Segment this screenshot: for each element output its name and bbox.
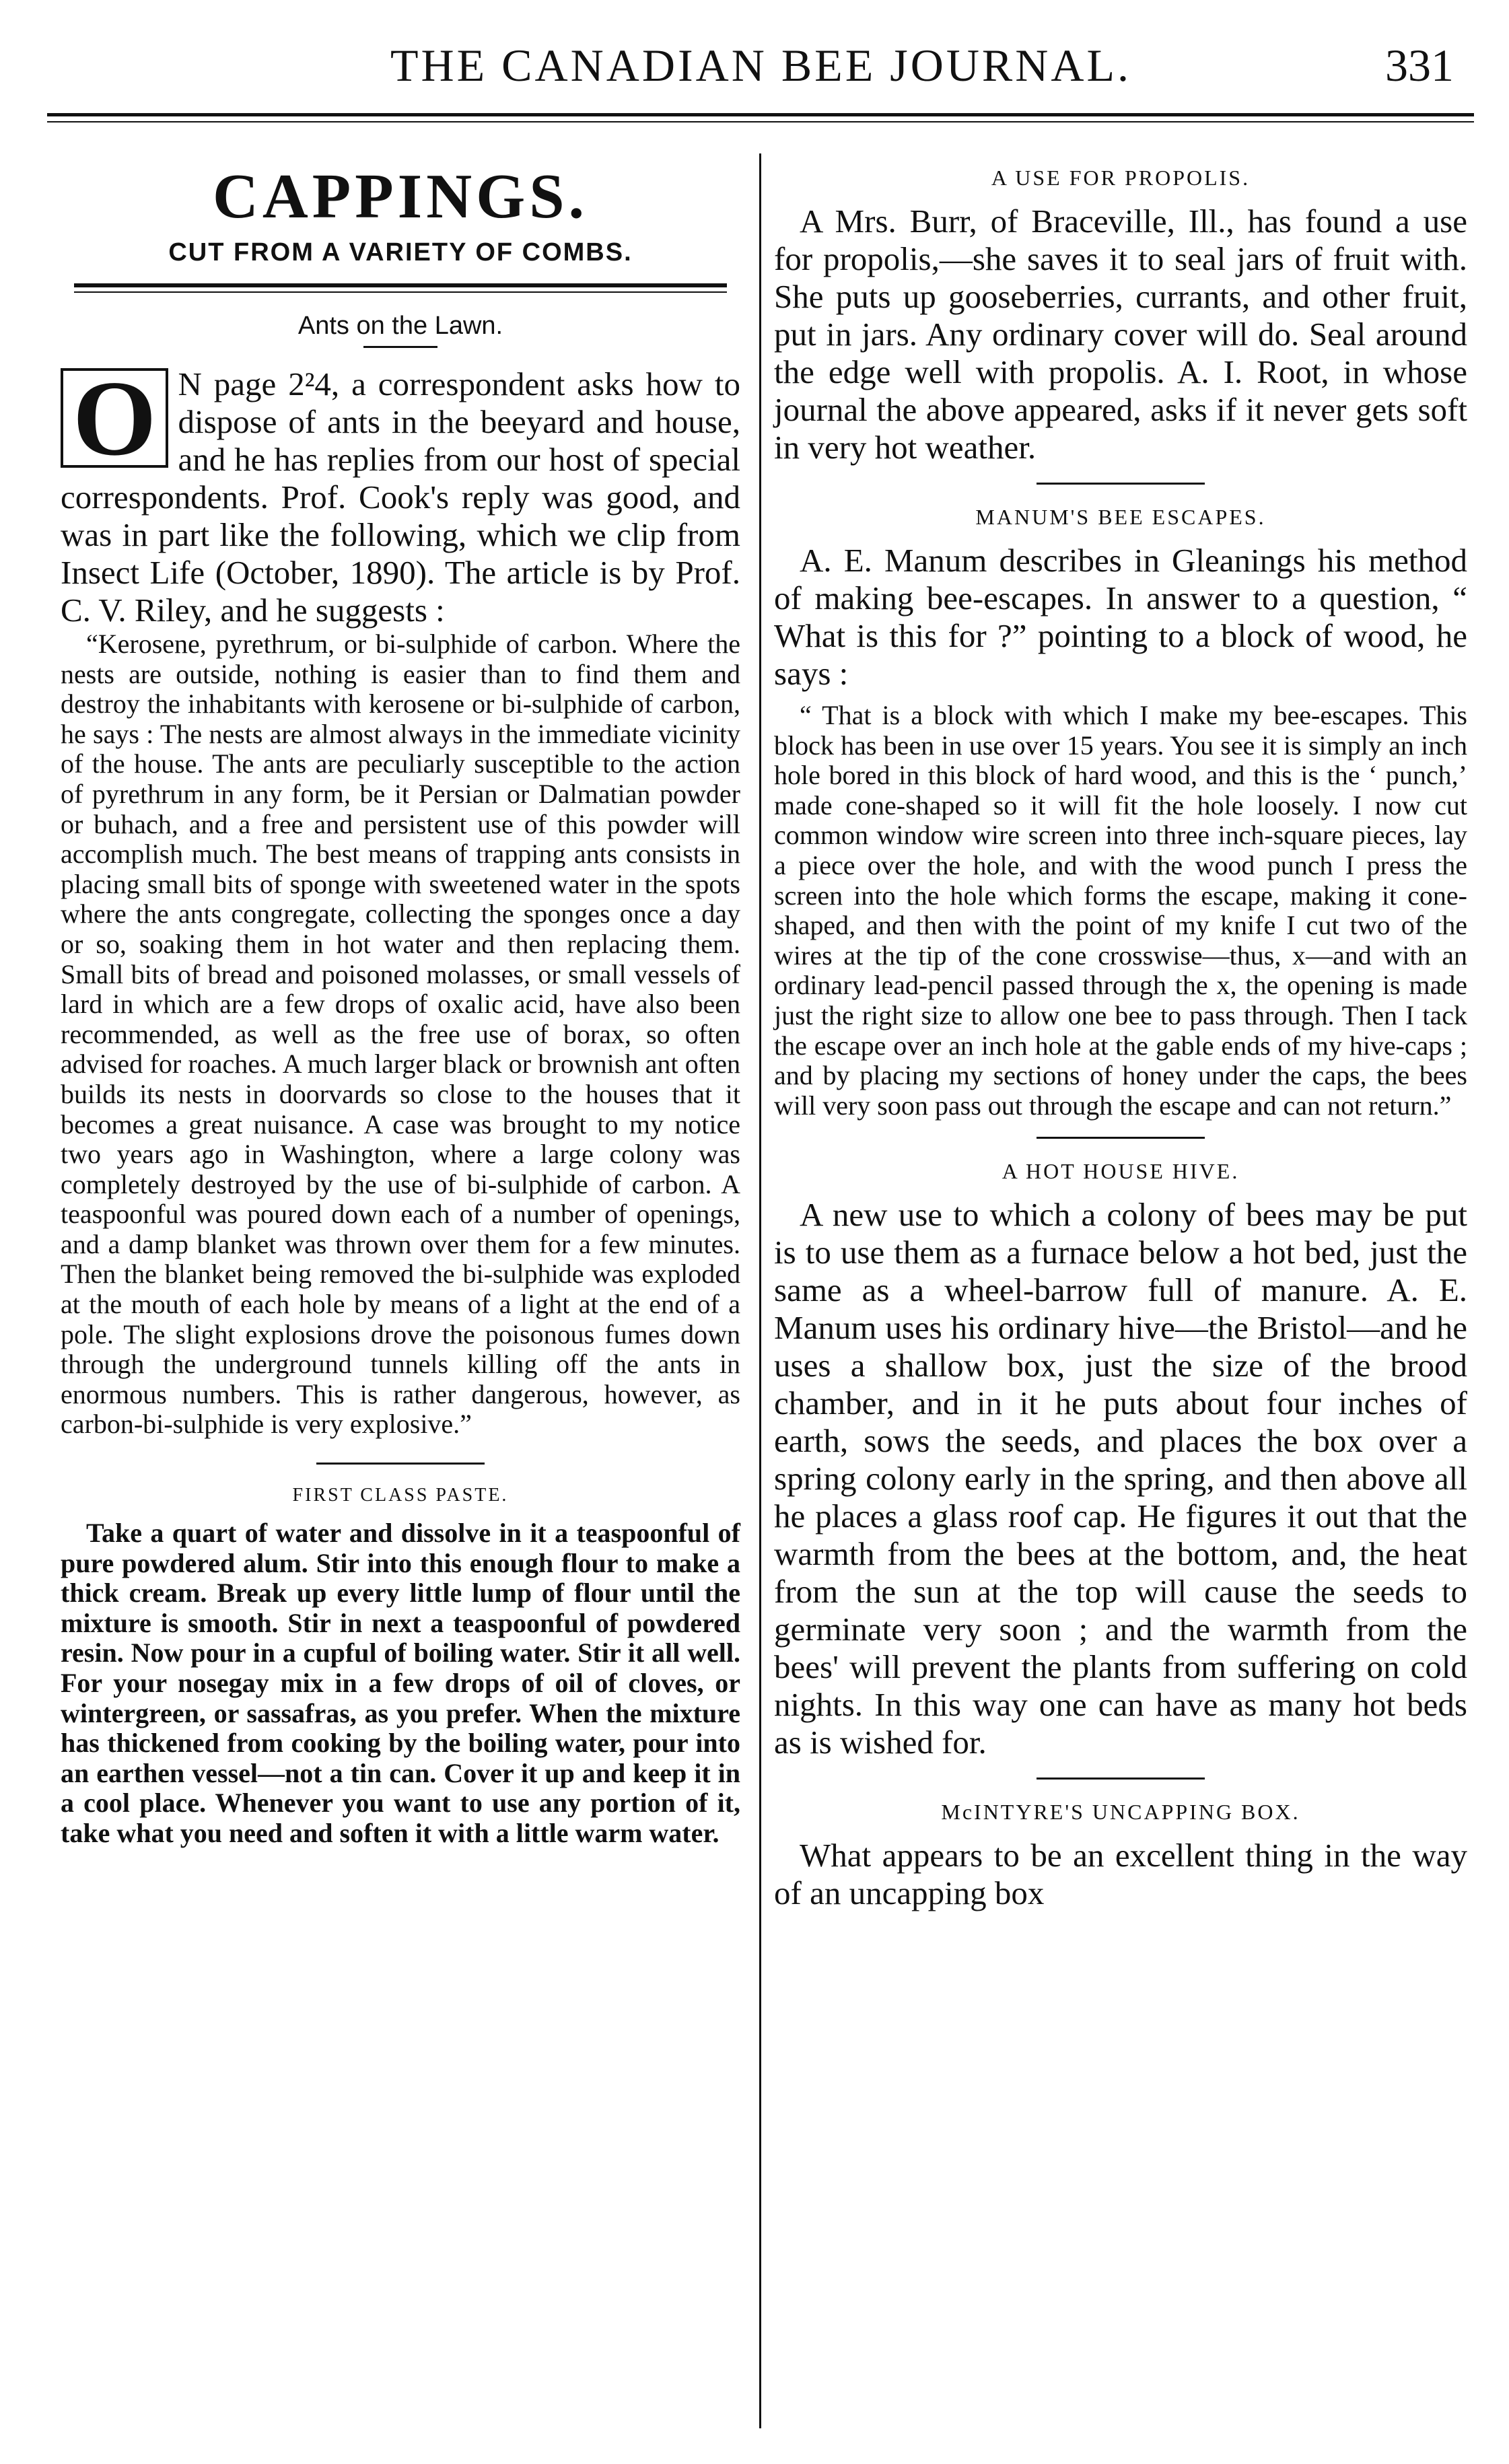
section-heading-uncapping: McINTYRE'S UNCAPPING BOX. [941,1800,1300,1825]
section-heading-ants: Ants on the Lawn. [297,312,503,340]
header-rule-top [47,113,1474,116]
section-rule [316,1463,485,1465]
escapes-quote: “ That is a block with which I make my bee-escapes. This block has been in use over 15 years. You see it is simply an inch hole bored in this block of hard wood, and this is the ‘ punch,’ made cone-shaped so it will fit the hole loosely. I now cut common window wire screen into three inch-square pieces, lay a piece over the hole, and with the wood punch I press the screen into the hole which forms the escape, making it cone-shaped, and then with the point of my knife I cut two of the wires at the tip of the cone crosswise—thus, x—and with an ordinary lead-pencil passed through the x, the opening is made just the right size to allow one bee to pass through. Then I tack the escape over an inch hole at the gable ends of my hive-caps ; and by placing my sections of honey under the caps, the bees will very soon pass out through the escape and can not return.” [774,700,1467,1121]
article-hothouse [774,1159,1467,1761]
section-rule [1037,1137,1205,1139]
drop-cap: O [61,368,168,468]
article-uncapping [774,1800,1467,1912]
article-ants [61,312,740,1440]
section-heading-escapes: MANUM'S BEE ESCAPES. [975,505,1266,529]
section-heading-propolis: A USE FOR PROPOLIS. [991,166,1251,190]
hothouse-text: A new use to which a colony of bees may be put is to use them as a furnace below a hot bed, just the same as a wheel-barrow full of manure. A. E. Manum uses his ordinary hive—the Bristol—and he uses a shallow box, just the size of the brood chamber, and in it he puts about four inches of earth, sows the seeds, and places the box over a spring colony early in the spring, and then above all he places a glass roof cap. He figures it out that the warmth from the bees at the bottom, and, the heat from the sun at the top will cause the seeds to germinate very soon ; and the warmth from the bees' will prevent the plants from suffering on cold nights. In this way one can have as many hot beds as is wished for. [774,1196,1467,1761]
section-heading-hothouse: A HOT HOUSE HIVE. [1002,1159,1240,1184]
journal-title: THE CANADIAN BEE JOURNAL. [390,40,1132,91]
section-rule [1037,1777,1205,1780]
article-paste [61,1485,740,1849]
header-rule-bottom [47,121,1474,122]
paste-text: Take a quart of water and dissolve in it a teaspoonful of pure powdered alum. Stir into this enough flour to make a thick cream. Break up every little lump of flour until the mixture is smooth. Stir in next a teaspoonful of powdered resin. Now pour in a cupful of boiling water. Stir it all well. For your nosegay mix in a few drops of oil of cloves, or wintergreen, or sassafras, as you prefer. When the mixture has thickened from cooking by the boiling water, pour into an earthen vessel—not a tin can. Cover it up and keep it in a cool place. Whenever you want to use any portion of it, take what you need and soften it with a little warm water. [61,1518,740,1848]
left-column [61,153,740,1849]
page-number: 331 [1385,40,1454,91]
article-propolis [774,166,1467,466]
double-rule [74,283,727,293]
ants-quote: “Kerosene, pyrethrum, or bi-sulphide of carbon. Where the nests are outside, nothing is easier than to find them and destroy the inhabitants with kerosene or bi-sulphide of carbon, he says : The nests are almost always in the immediate vicinity of the house. The ants are peculiarly susceptible to the action of pyrethrum in any form, be it Persian or Dalmatian powder or buhach, and a free and persistent use of this powder will accomplish much. The best means of trapping ants consists in placing small bits of sponge with sweetened water in the spots where the ants congregate, collecting the sponges once a day or so, soaking them in hot water and then replacing them. Small bits of bread and poisoned molasses, or small vessels of lard in which are a few drops of oxalic acid, have also been recommended, as well as the free use of borax, so often advised for roaches. A much larger black or brownish ant often builds its nests in doorvards so close to the houses that it becomes a great nuisance. A case was brought to my notice two years ago in Washington, where a large colony was completely destroyed by the use of bi-sulphide of carbon. A teaspoonful was poured down each of a number of openings, and a damp blanket was thrown over them for a few minutes. Then the blanket being removed the bi-sulphide was exploded at the mouth of each hole by means of a light at the end of a pole. The slight explosions drove the poisonous fumes down through the underground tunnels killing off the ants in enormous numbers. This is rather dangerous, however, as carbon-bi-sulphide is very explosive.” [61,629,740,1440]
section-rule [1037,483,1205,485]
ants-intro-paragraph [61,358,740,629]
article-escapes [774,505,1467,1121]
column-divider [759,153,761,2428]
department-subtitle: CUT FROM A VARIETY OF COMBS. [168,238,633,267]
running-head [74,39,1454,106]
propolis-text: A Mrs. Burr, of Braceville, Ill., has found a use for propolis,—she saves it to seal jars of fruit with. She puts up gooseberries, currants, and other fruit, put in jars. Any ordinary cover will do. Seal around the edge well with propolis. A. I. Root, in whose journal the above appeared, asks if it never gets soft in very hot weather. [774,203,1467,466]
section-heading-paste: FIRST CLASS PASTE. [292,1485,509,1506]
escapes-intro: A. E. Manum describes in Gleanings his method of making bee-escapes. In answer to a question, “ What is this for ?” pointing to a block of wood, he says : [774,542,1467,692]
uncapping-text: What appears to be an excellent thing in the way of an uncapping box [774,1837,1467,1912]
right-column [774,153,1467,1920]
short-rule [363,346,437,348]
department-title: CAPPINGS. [213,162,588,232]
ants-intro-text: N page 2²4, a correspondent asks how to dispose of ants in the beeyard and house, and he has replies from our host of special correspondents. Prof. Cook's reply was good, and was in part like the following, which we clip from Insect Life (October, 1890). The article is by Prof. C. V. Riley, and he suggests : [61,365,740,629]
